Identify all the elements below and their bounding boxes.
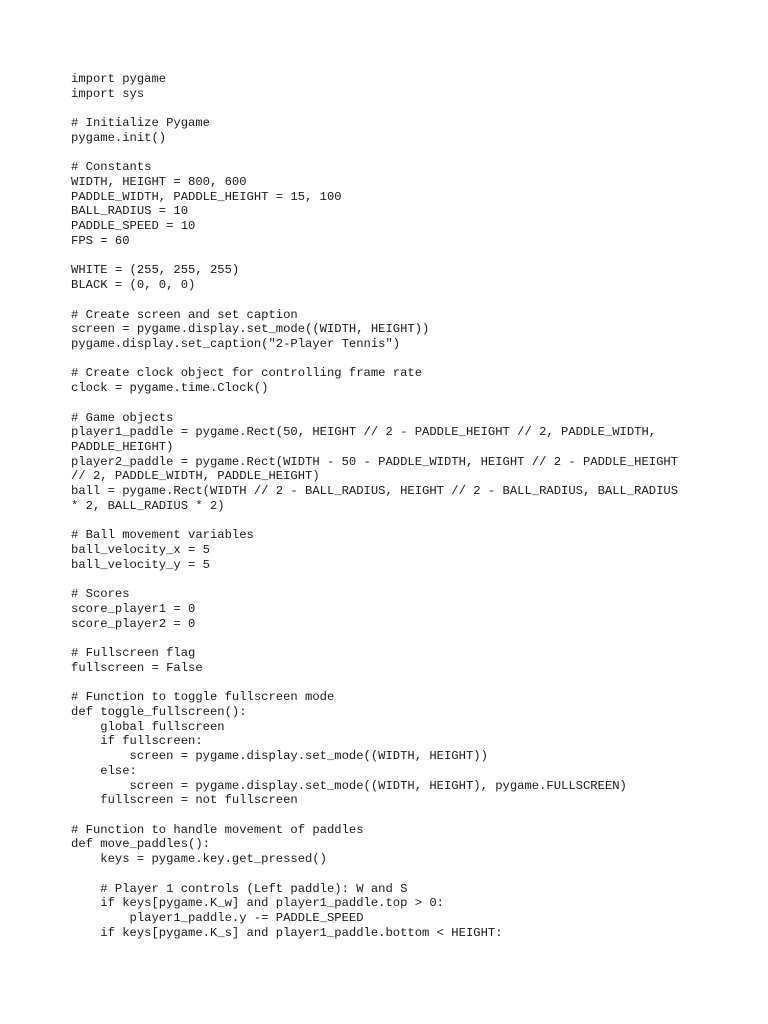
- code-line: player1_paddle = pygame.Rect(50, HEIGHT // 2 - PADDLE_HEIGHT // 2, PADDLE_WIDTH,: [71, 425, 657, 440]
- code-line: # Ball movement variables: [71, 528, 254, 543]
- code-line: # Create clock object for controlling frame rate: [71, 366, 423, 381]
- code-listing: [71, 72, 751, 940]
- code-line: screen = pygame.display.set_mode((WIDTH, HEIGHT)): [71, 322, 430, 337]
- code-line: * 2, BALL_RADIUS * 2): [71, 498, 225, 513]
- code-line: # Constants: [71, 160, 152, 175]
- code-line: ball_velocity_x = 5: [71, 543, 210, 557]
- code-line: [71, 631, 751, 646]
- code-line: screen = pygame.display.set_mode((WIDTH, HEIGHT)): [71, 749, 488, 764]
- code-line: [71, 867, 751, 882]
- code-line: ball = pygame.Rect(WIDTH // 2 - BALL_RADIUS, HEIGHT // 2 - BALL_RADIUS, BALL_RADIUS: [71, 484, 679, 499]
- code-line: WIDTH, HEIGHT = 800, 600: [71, 175, 247, 190]
- code-line: [71, 808, 751, 823]
- code-line: score_player2 = 0: [71, 616, 196, 631]
- code-line: PADDLE_HEIGHT): [71, 439, 174, 454]
- code-line: def toggle_fullscreen():: [71, 704, 247, 719]
- code-line: [71, 352, 751, 367]
- code-line: [71, 293, 751, 308]
- code-line: [71, 514, 751, 529]
- code-line: [71, 572, 751, 587]
- code-line: pygame.display.set_caption("2-Player Tennis"): [71, 336, 401, 351]
- code-line: if fullscreen:: [71, 734, 203, 749]
- code-line: fullscreen = False: [71, 660, 203, 675]
- code-line: PADDLE_WIDTH, PADDLE_HEIGHT = 15, 100: [71, 189, 342, 204]
- code-line: [71, 101, 751, 116]
- code-line: # Scores: [71, 587, 130, 602]
- code-line: player1_paddle.y -= PADDLE_SPEED: [71, 910, 364, 925]
- code-line: WHITE = (255, 255, 255): [71, 263, 240, 278]
- code-line: # Fullscreen flag: [71, 646, 196, 661]
- code-line: import pygame: [71, 72, 167, 86]
- code-line: # Initialize Pygame: [71, 116, 210, 131]
- code-line: def move_paddles():: [71, 837, 210, 852]
- code-line: [71, 249, 751, 264]
- code-line: BALL_RADIUS = 10: [71, 204, 189, 219]
- code-line: [71, 146, 751, 161]
- code-line: # Player 1 controls (Left paddle): W and S: [71, 881, 408, 896]
- code-line: if keys[pygame.K_w] and player1_paddle.top > 0:: [71, 896, 444, 911]
- code-line: ball_velocity_y = 5: [71, 557, 210, 572]
- code-line: PADDLE_SPEED = 10: [71, 219, 196, 234]
- code-line: score_player1 = 0: [71, 601, 196, 616]
- code-line: screen = pygame.display.set_mode((WIDTH, HEIGHT), pygame.FULLSCREEN): [71, 778, 627, 793]
- code-line: fullscreen = not fullscreen: [71, 793, 298, 808]
- code-line: // 2, PADDLE_WIDTH, PADDLE_HEIGHT): [71, 469, 320, 484]
- code-line: # Function to toggle fullscreen mode: [71, 690, 335, 705]
- code-line: pygame.init(): [71, 130, 167, 145]
- code-line: [71, 675, 751, 690]
- code-line: clock = pygame.time.Clock(): [71, 381, 269, 396]
- code-line: # Game objects: [71, 410, 174, 425]
- code-line: else:: [71, 763, 137, 778]
- code-line: # Create screen and set caption: [71, 307, 298, 322]
- code-line: FPS = 60: [71, 233, 130, 248]
- code-line: [71, 396, 751, 411]
- code-line: global fullscreen: [71, 719, 225, 734]
- code-line: if keys[pygame.K_s] and player1_paddle.bottom < HEIGHT:: [71, 925, 503, 940]
- code-line: keys = pygame.key.get_pressed(): [71, 852, 327, 867]
- code-line: BLACK = (0, 0, 0): [71, 278, 196, 293]
- code-line: player2_paddle = pygame.Rect(WIDTH - 50 - PADDLE_WIDTH, HEIGHT // 2 - PADDLE_HEIGHT: [71, 454, 679, 469]
- code-line: import sys: [71, 86, 145, 101]
- code-line: # Function to handle movement of paddles: [71, 822, 364, 837]
